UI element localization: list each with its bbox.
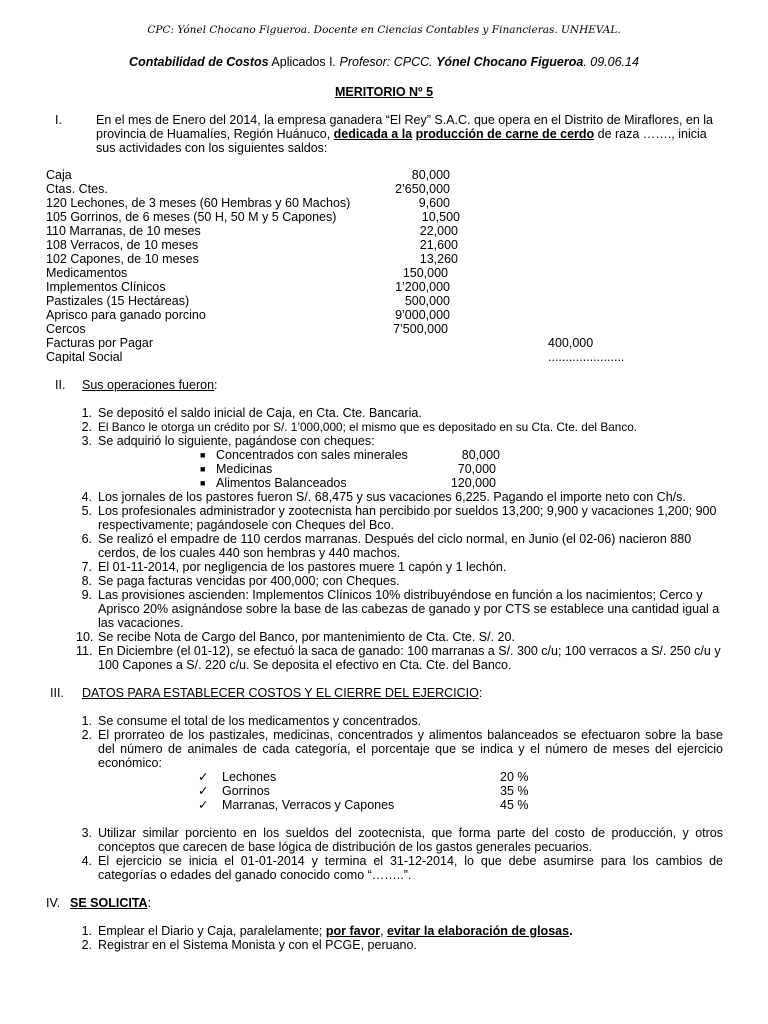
request-text: Registrar en el Sistema Monista y con el PCGE, peruano. bbox=[98, 938, 417, 952]
balance-label: Medicamentos bbox=[46, 266, 128, 280]
intro-text-a: En el mes de Enero del 2014, la empresa ganadera “El Rey” S.A.C. que opera en el Distrito de Miraflores, en la provincia de Huamalíes, Región Huánuco, bbox=[96, 113, 713, 141]
section-1-numeral: I. bbox=[55, 113, 62, 127]
balance-label: 105 Gorrinos, de 6 meses (50 H, 50 M y 5 Capones) bbox=[46, 210, 337, 224]
balance-label: 102 Capones, de 10 meses bbox=[46, 252, 199, 266]
item-text: El prorrateo de los pastizales, medicinas, concentrados y alimentos balanceados se efectuaron sobre la base del número de animales de cada categoría, el porcentaje que se indica y el número de meses del ejercicio económico: bbox=[98, 728, 723, 770]
category-percent: 20 % bbox=[500, 770, 529, 784]
author-header: CPC: Yónel Chocano Figueroa. Docente en Ciencias Contables y Financieras. UNHEVAL. bbox=[147, 24, 621, 36]
operation-text: Los jornales de los pastores fueron S/. 68,475 y sus vacaciones 6,225. Pagando el importe neto con Ch/s. bbox=[98, 490, 686, 504]
request-text-a: Emplear el Diario y Caja, paralelamente; bbox=[98, 924, 326, 938]
section-2-numeral: II. bbox=[55, 378, 66, 392]
balance-label: 108 Verracos, de 10 meses bbox=[46, 238, 199, 252]
balance-value: 9’000,000 bbox=[395, 308, 450, 322]
purchase-value: 70,000 bbox=[457, 462, 496, 476]
purchase-value: 80,000 bbox=[461, 448, 500, 462]
item-number: 1. bbox=[81, 714, 92, 728]
balance-value: 400,000 bbox=[548, 336, 594, 350]
operation-text: Se adquirió lo siguiente, pagándose con cheques: bbox=[98, 434, 375, 448]
balance-label: Implementos Clínicos bbox=[46, 280, 166, 294]
category-label: Lechones bbox=[222, 770, 277, 784]
intro-text-b: de raza ……., inicia sus actividades con los siguientes saldos: bbox=[96, 127, 707, 155]
section-4-heading bbox=[70, 896, 151, 910]
request-period: . bbox=[569, 924, 573, 938]
professor-label: . Profesor: CPCC. bbox=[332, 55, 437, 69]
section-2-heading bbox=[82, 378, 218, 392]
request-number: 1. bbox=[81, 924, 92, 938]
balance-value: 2’650,000 bbox=[395, 182, 450, 196]
section-3-colon: : bbox=[478, 686, 483, 700]
professor-name: Yónel Chocano Figueroa bbox=[436, 55, 584, 69]
operation-number: 4. bbox=[81, 490, 92, 504]
section-3-heading bbox=[82, 686, 482, 700]
balance-label: Capital Social bbox=[46, 350, 123, 364]
operation-number: 6. bbox=[81, 532, 92, 546]
category-label: Gorrinos bbox=[222, 784, 270, 798]
request-emphasis-a: por favor bbox=[325, 924, 381, 938]
item-text: Se consume el total de los medicamentos y concentrados. bbox=[98, 714, 422, 728]
balance-value: 13,260 bbox=[419, 252, 458, 266]
purchase-label: Medicinas bbox=[216, 462, 273, 476]
section-2-colon: : bbox=[214, 378, 218, 392]
balance-value: 150,000 bbox=[402, 266, 448, 280]
balance-value: 1’200,000 bbox=[395, 280, 450, 294]
section-3-title: DATOS PARA ESTABLECER COSTOS Y EL CIERRE DEL EJERCICIO bbox=[82, 686, 479, 700]
operation-number: 10. bbox=[76, 630, 94, 644]
operation-number: 3. bbox=[81, 434, 92, 448]
operation-number: 5. bbox=[81, 504, 92, 518]
request-emphasis-b: evitar la elaboración de glosas bbox=[387, 924, 570, 938]
section-2-title: Sus operaciones fueron bbox=[82, 378, 215, 392]
balance-label: Facturas por Pagar bbox=[46, 336, 153, 350]
balance-value: 500,000 bbox=[404, 294, 450, 308]
balance-label: 110 Marranas, de 10 meses bbox=[46, 224, 201, 238]
balance-value: 80,000 bbox=[411, 168, 450, 182]
course-name: Contabilidad de Costos bbox=[129, 55, 269, 69]
bullet-square-icon: ■ bbox=[200, 464, 206, 474]
balance-label: Caja bbox=[46, 168, 72, 182]
operation-text: Se paga facturas vencidas por 400,000; con Cheques. bbox=[98, 574, 400, 588]
section-3-numeral: III. bbox=[50, 686, 64, 700]
document-date: . 09.06.14 bbox=[583, 55, 639, 69]
bullet-square-icon: ■ bbox=[200, 450, 206, 460]
operation-text: En Diciembre (el 01-12), se efectuó la saca de ganado: 100 marranas a S/. 300 c/u; 100 verracos a S/. 250 c/u y 100 Capones a S/. 220 c/u. Se deposita el efectivo en Cta. Cte. del Banco. bbox=[98, 644, 721, 672]
checkmark-icon: ✓ bbox=[198, 798, 209, 812]
section-4-numeral: IV. bbox=[46, 896, 61, 910]
balance-value: 10,500 bbox=[421, 210, 460, 224]
request-number: 2. bbox=[81, 938, 92, 952]
item-number: 4. bbox=[81, 854, 92, 868]
intro-bold-b: producción de carne de cerdo bbox=[415, 127, 595, 141]
operation-text: Las provisiones ascienden: Implementos Clínicos 10% distribuyéndose en función a los nacimientos; Cerco y Aprisco 20% asignándose sobre la base de las cabezas de ganado y por CTS se establece una cantidad igual a las vacaciones. bbox=[98, 588, 720, 630]
operation-number: 7. bbox=[81, 560, 92, 574]
operation-number: 1. bbox=[81, 406, 92, 420]
balance-label: 120 Lechones, de 3 meses (60 Hembras y 60 Machos) bbox=[46, 196, 351, 210]
operation-text: El Banco le otorga un crédito por S/. 1’000,000; el mismo que es depositado en su Cta. Cte. del Banco. bbox=[98, 420, 638, 434]
balance-value: 7’500,000 bbox=[393, 322, 448, 336]
balance-label: Ctas. Ctes. bbox=[46, 182, 108, 196]
balance-value: 22,000 bbox=[419, 224, 458, 238]
operation-text: Se recibe Nota de Cargo del Banco, por mantenimiento de Cta. Cte. S/. 20. bbox=[98, 630, 515, 644]
operation-number: 9. bbox=[81, 588, 92, 602]
balance-value: 21,600 bbox=[419, 238, 458, 252]
purchase-label: Alimentos Balanceados bbox=[216, 476, 347, 490]
category-label: Marranas, Verracos y Capones bbox=[222, 798, 395, 812]
checkmark-icon: ✓ bbox=[198, 770, 209, 784]
operation-text: Los profesionales administrador y zootecnista han percibido por sueldos 13,200; 9,900 y vacaciones 1,200; 900 respectivamente; pagándosele con Cheques del Bco. bbox=[98, 504, 717, 532]
checkmark-icon: ✓ bbox=[198, 784, 209, 798]
item-text: El ejercicio se inicia el 01-01-2014 y termina el 31-12-2014, lo que debe asumirse para los cambios de categorías o edades del ganado conocido como “……..”. bbox=[98, 854, 723, 882]
operation-number: 2. bbox=[81, 420, 92, 434]
request-text bbox=[98, 924, 723, 938]
balance-label: Pastizales (15 Hectáreas) bbox=[46, 294, 190, 308]
balance-value: 9,600 bbox=[418, 196, 450, 210]
item-text: Utilizar similar porciento en los sueldos del zootecnista, que forma parte del costo de producción, y otros conceptos que carecen de base lógica de distribución de los gastos generales pecuarios. bbox=[98, 826, 723, 854]
bullet-square-icon: ■ bbox=[200, 478, 206, 488]
purchase-label: Concentrados con sales minerales bbox=[216, 448, 408, 462]
balance-label: Aprisco para ganado porcino bbox=[46, 308, 206, 322]
operation-text: Se realizó el empadre de 110 cerdos marranas. Después del ciclo normal, en Junio (el 02-06) nacieron 880 cerdos, de los cuales 440 son hembras y 440 machos. bbox=[98, 532, 692, 560]
page-title: MERITORIO Nº 5 bbox=[334, 85, 434, 99]
operation-number: 11. bbox=[76, 644, 93, 658]
section-1-intro bbox=[96, 113, 721, 155]
section-4-colon: : bbox=[147, 896, 152, 910]
purchase-value: 120,000 bbox=[450, 476, 496, 490]
category-percent: 35 % bbox=[500, 784, 529, 798]
course-subtitle bbox=[0, 55, 768, 69]
balance-label: Cercos bbox=[46, 322, 86, 336]
item-number: 2. bbox=[81, 728, 92, 742]
item-number: 3. bbox=[81, 826, 92, 840]
intro-bold-a: dedicada a la bbox=[333, 127, 413, 141]
section-4-title: SE SOLICITA bbox=[70, 896, 148, 910]
request-separator: , bbox=[380, 924, 388, 938]
balance-value: ...................... bbox=[548, 350, 625, 364]
operation-number: 8. bbox=[81, 574, 92, 588]
course-suffix: Aplicados I bbox=[268, 55, 333, 69]
operation-text: Se depositó el saldo inicial de Caja, en Cta. Cte. Bancaria. bbox=[98, 406, 422, 420]
category-percent: 45 % bbox=[500, 798, 529, 812]
operation-text: El 01-11-2014, por negligencia de los pastores muere 1 capón y 1 lechón. bbox=[98, 560, 507, 574]
